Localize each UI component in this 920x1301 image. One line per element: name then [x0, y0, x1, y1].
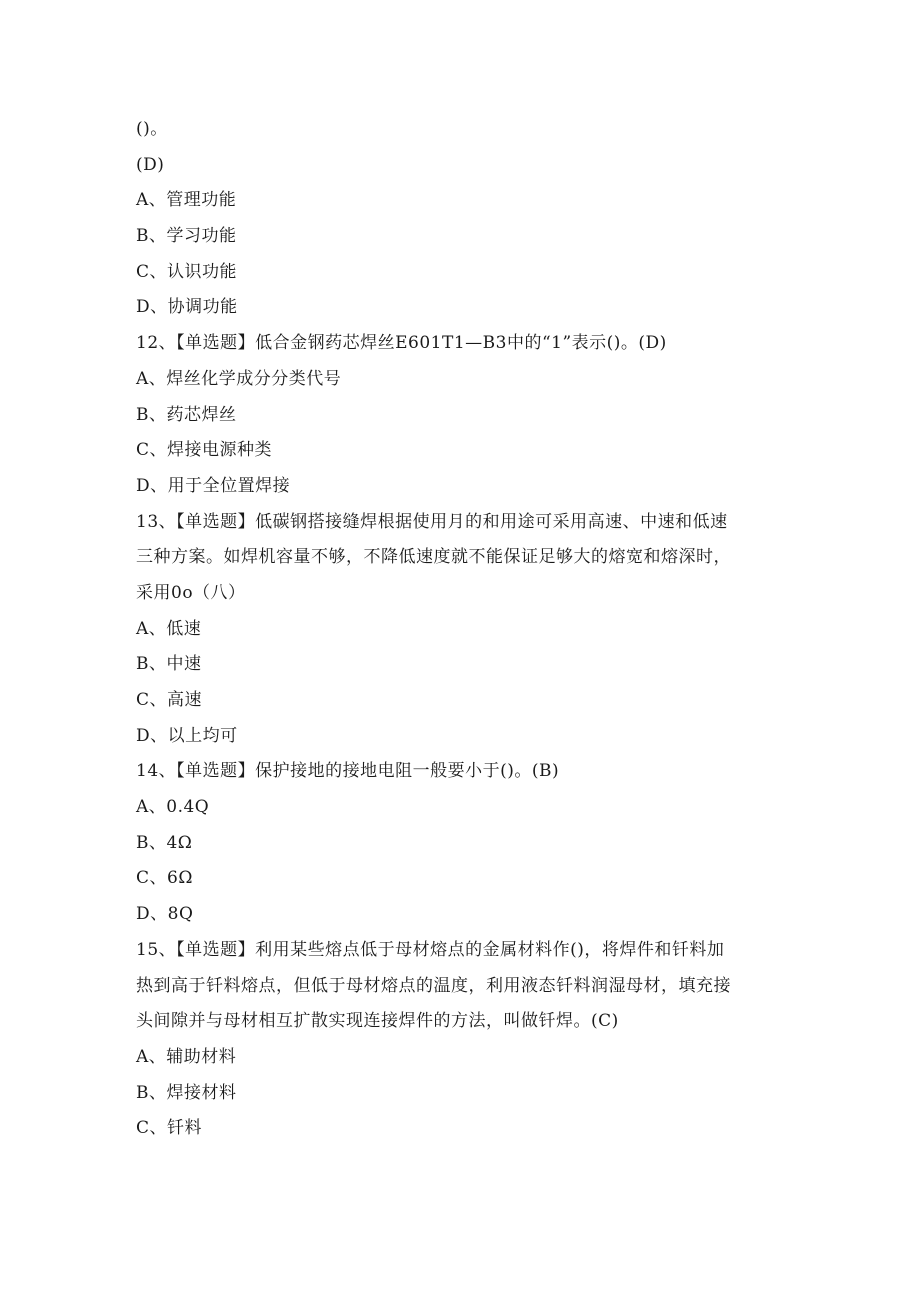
question-15-stem-line-1: 15、【单选题】利用某些熔点低于母材熔点的金属材料作()，将焊件和钎料加: [136, 939, 725, 960]
question-13-option-b: B、中速: [136, 654, 202, 675]
question-15-option-b: B、焊接材料: [136, 1082, 237, 1103]
question-12-option-d: D、用于全位置焊接: [136, 475, 291, 496]
question-15-option-a: A、辅助材料: [136, 1046, 237, 1067]
question-11-option-a: A、管理功能: [136, 190, 237, 211]
question-14-stem: 14、【单选题】保护接地的接地电阻一般要小于()。(B): [136, 761, 560, 782]
question-15-stem-line-3: 头间隙并与母材相互扩散实现连接焊件的方法，叫做钎焊。(C): [136, 1011, 619, 1032]
question-13-stem-line-1: 13、【单选题】低碳钢搭接缝焊根据使用月的和用途可采用高速、中速和低速: [136, 511, 728, 532]
question-13-option-a: A、低速: [136, 618, 202, 639]
question-11-option-b: B、学习功能: [136, 226, 237, 247]
question-13-stem-line-2: 三种方案。如焊机容量不够，不降低速度就不能保证足够大的熔宽和熔深时，: [136, 547, 731, 568]
question-13-stem-line-3: 采用0o（八）: [136, 582, 246, 603]
question-text-block: [136, 112, 786, 1147]
question-14-option-b: B、4Ω: [136, 832, 193, 853]
question-13-option-d: D、以上均可: [136, 725, 238, 746]
question-14-option-a: A、0.4Q: [136, 797, 210, 818]
question-14-option-d: D、8Q: [136, 904, 194, 925]
question-12-stem: 12、【单选题】低合金钢药芯焊丝E601T1—B3中的“1”表示()。(D): [136, 333, 667, 354]
question-12-option-b: B、药芯焊丝: [136, 404, 237, 425]
question-12-option-c: C、焊接电源种类: [136, 440, 273, 461]
question-15-option-c: C、钎料: [136, 1118, 203, 1139]
question-12-option-a: A、焊丝化学成分分类代号: [136, 368, 342, 389]
question-13-option-c: C、高速: [136, 690, 203, 710]
question-11-stem-tail: ()。: [136, 119, 168, 139]
question-11-answer: (D): [136, 154, 165, 175]
question-11-option-d: D、协调功能: [136, 297, 238, 318]
question-15-stem-line-2: 热到高于钎料熔点，但低于母材熔点的温度，利用液态钎料润湿母材，填充接: [136, 975, 731, 996]
question-14-option-c: C、6Ω: [136, 868, 193, 889]
question-11-option-c: C、认识功能: [136, 261, 238, 282]
